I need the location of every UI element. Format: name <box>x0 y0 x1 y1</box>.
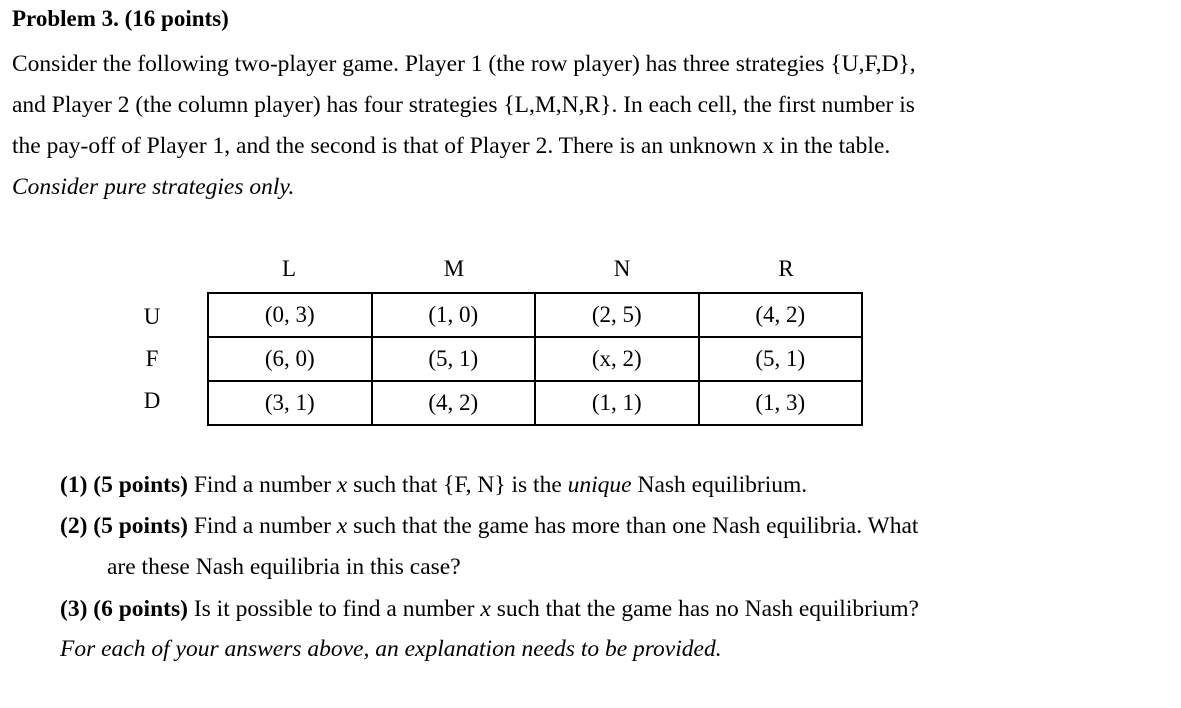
payoff-cell: (4, 2) <box>699 293 863 337</box>
row-header-u: U <box>143 304 161 329</box>
payoff-cell: (5, 1) <box>372 337 536 381</box>
payoff-table <box>207 292 863 426</box>
variable-x: x <box>336 472 348 498</box>
payoff-cell: (5, 1) <box>699 337 863 381</box>
table-row <box>208 337 862 381</box>
payoff-cell: (6, 0) <box>208 337 372 381</box>
payoff-cell: (1, 0) <box>372 293 536 337</box>
question-text: such that the game has more than one Nash equilibria. What <box>347 513 919 539</box>
question-2 <box>60 513 918 540</box>
question-1 <box>60 472 807 499</box>
question-number: (2) <box>60 513 88 539</box>
column-header-l: L <box>281 256 297 281</box>
problem-intro <box>12 44 1172 208</box>
variable-x: x <box>480 596 491 622</box>
payoff-cell: (x, 2) <box>535 337 699 381</box>
question-text: such that the game has no Nash equilibrium? <box>490 596 919 622</box>
table-row <box>208 293 862 337</box>
question-text: Find a number <box>193 513 337 539</box>
question-number: (1) <box>60 472 88 498</box>
row-header-d: D <box>143 388 161 413</box>
column-header-r: R <box>778 256 794 281</box>
intro-line-3: the pay-off of Player 1, and the second is that of Player 2. There is an unknown x in the table. <box>12 133 891 159</box>
footer-note: For each of your answers above, an explanation needs to be provided. <box>60 636 722 662</box>
payoff-cell: (1, 1) <box>535 381 699 425</box>
question-text: Is it possible to find a number <box>193 596 481 622</box>
payoff-cell: (4, 2) <box>372 381 536 425</box>
payoff-cell: (1, 3) <box>699 381 863 425</box>
question-3 <box>60 596 919 623</box>
table-row <box>208 381 862 425</box>
question-text: Find a number <box>193 472 337 498</box>
column-header-n: N <box>613 256 631 281</box>
question-points: (6 points) <box>93 596 188 622</box>
payoff-cell: (0, 3) <box>208 293 372 337</box>
question-text: Nash equilibrium. <box>631 472 808 498</box>
intro-line-2: and Player 2 (the column player) has four strategies {L,M,N,R}. In each cell, the first number is <box>12 92 915 118</box>
payoff-cell: (3, 1) <box>208 381 372 425</box>
question-2-continuation: are these Nash equilibria in this case? <box>107 554 461 580</box>
question-text: such that {F, N} is the <box>347 472 568 498</box>
question-points: (5 points) <box>93 513 188 539</box>
row-header-f: F <box>145 346 159 371</box>
question-number: (3) <box>60 596 88 622</box>
problem-title: Problem 3. (16 points) <box>12 6 229 31</box>
intro-line-1: Consider the following two-player game. Player 1 (the row player) has three strategies {U,F,D}, <box>12 51 916 77</box>
column-header-m: M <box>443 256 465 281</box>
payoff-cell: (2, 5) <box>535 293 699 337</box>
variable-x: x <box>336 513 348 539</box>
intro-note: Consider pure strategies only. <box>12 174 295 200</box>
question-emphasis: unique <box>567 472 632 498</box>
question-points: (5 points) <box>93 472 188 498</box>
